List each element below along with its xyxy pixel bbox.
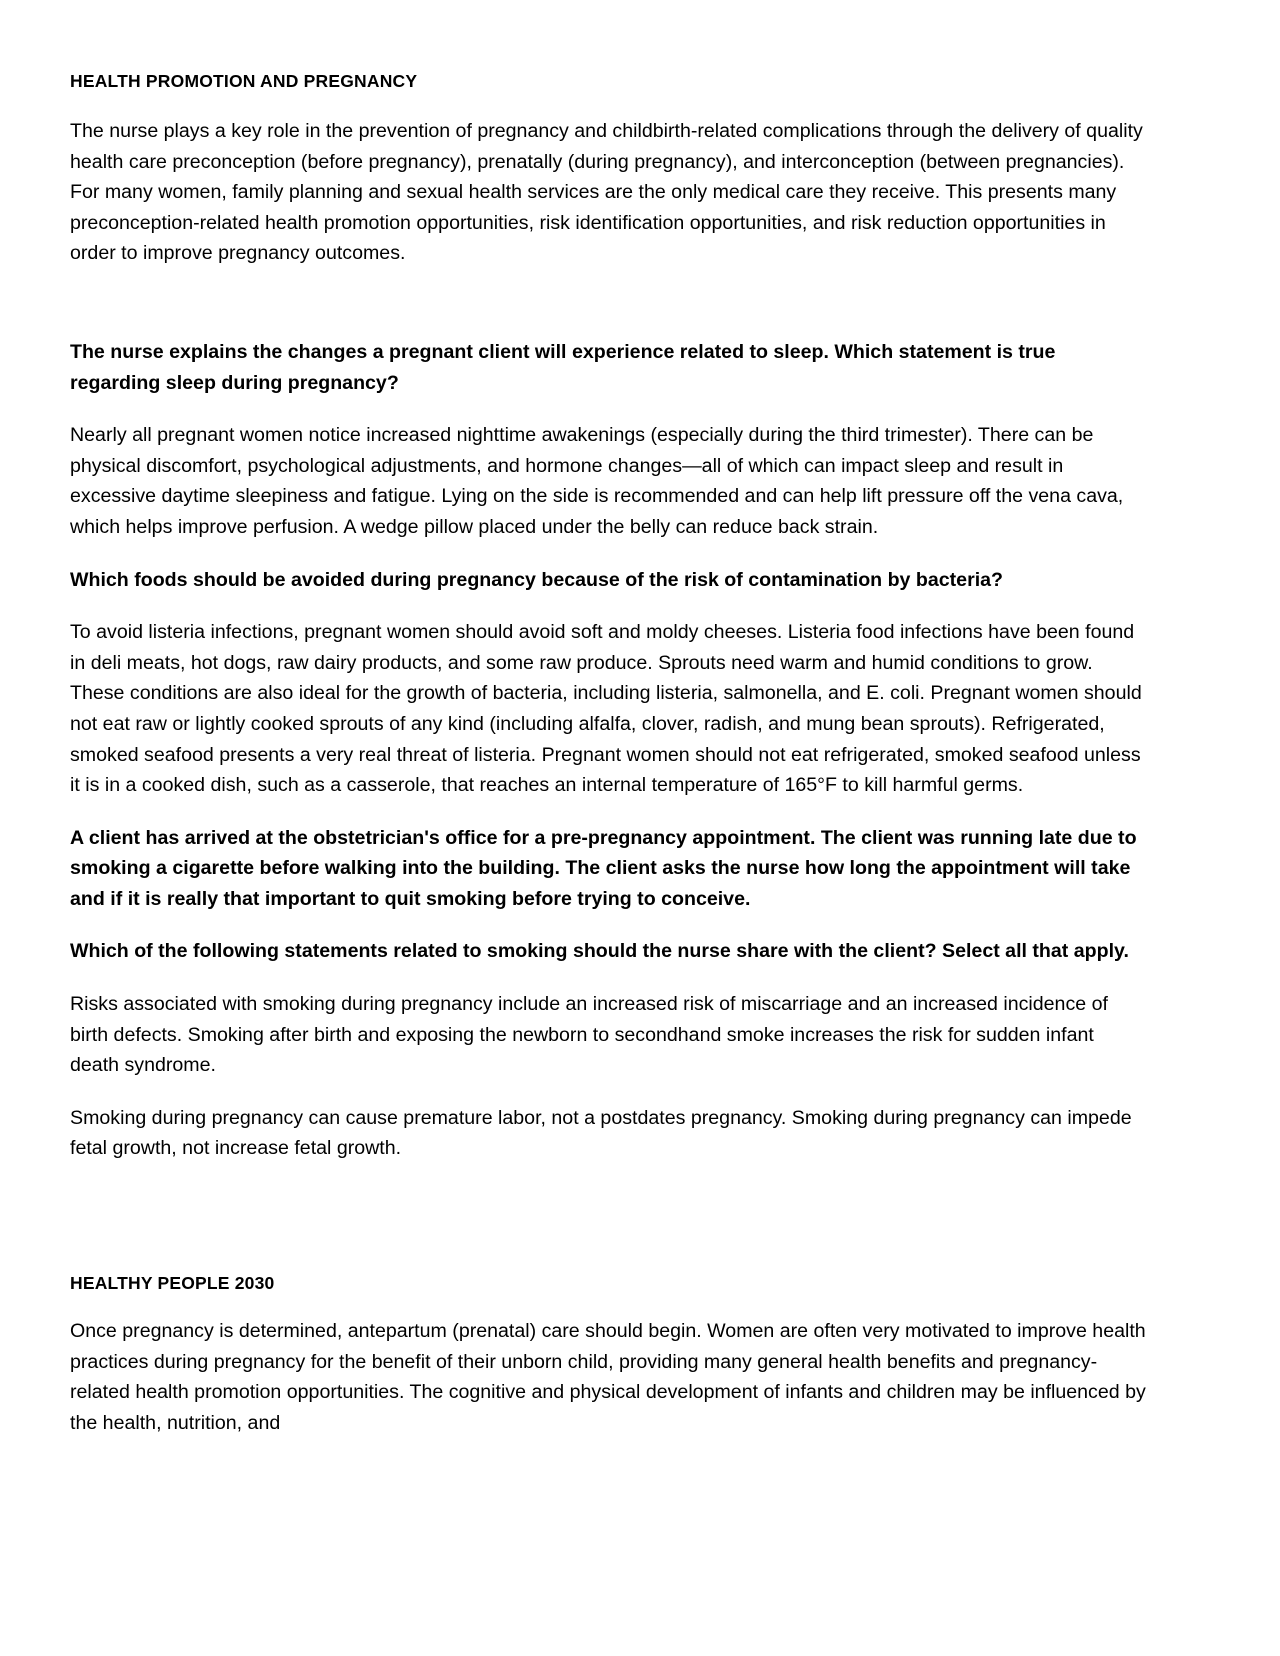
paragraph-listeria-rationale: To avoid listeria infections, pregnant women should avoid soft and moldy cheeses. Listeria food infections have been found in deli meats, hot dogs, raw dairy products, and some raw produce. Sprouts need warm and humid conditions to grow. These conditions are also ideal for the growth of bacteria, including listeria, salmonella, and E. coli. Pregnant women should not eat raw or lightly cooked sprouts of any kind (including alfalfa, clover, radish, and mung bean sprouts). Refrigerated, smoked seafood presents a very real threat of listeria. Pregnant women should not eat refrigerated, smoked seafood unless it is in a cooked dish, such as a casserole, that reaches an internal temperature of 165°F to kill harmful germs. bbox=[70, 621, 1142, 797]
paragraph-smoking-risks: Risks associated with smoking during pregnancy include an increased risk of miscarriage and an increased incidence of birth defects. Smoking after birth and exposing the newborn to secondhand smoke increases the risk for sudden infant death syndrome. bbox=[70, 993, 1108, 1077]
question-foods-to-avoid: Which foods should be avoided during pregnancy because of the risk of contamination by bacteria? bbox=[70, 568, 1004, 591]
paragraph-intro-nurse-role: The nurse plays a key role in the prevention of pregnancy and childbirth-related complications through the delivery of quality health care preconception (before pregnancy), prenatally (during pregnancy), and interconception (between pregnancies). For many women, family planning and sexual health services are the only medical care they receive. This presents many preconception-related health promotion opportunities, risk identification opportunities, and risk reduction opportunities in order to improve pregnancy outcomes. bbox=[70, 120, 1143, 265]
question-sleep-during-pregnancy: The nurse explains the changes a pregnant client will experience related to sleep. Which statement is true regarding sleep during pregnancy? bbox=[70, 340, 1056, 394]
document-body bbox=[70, 70, 1148, 1438]
section-heading-healthy-people-2030: HEALTHY PEOPLE 2030 bbox=[70, 1273, 275, 1294]
section-spacer-1 bbox=[70, 291, 1148, 337]
paragraph-smoking-premature-labor: Smoking during pregnancy can cause premature labor, not a postdates pregnancy. Smoking during pregnancy can impede fetal growth, not increase fetal growth. bbox=[70, 1106, 1132, 1160]
question-stem-smoking-scenario: A client has arrived at the obstetrician's office for a pre-pregnancy appointment. The client was running late due to smoking a cigarette before walking into the building. The client asks the nurse how long the appointment will take and if it is really that important to quit smoking before trying to conceive. bbox=[70, 826, 1137, 910]
question-smoking-select-all: Which of the following statements related to smoking should the nurse share with the client? Select all that apply. bbox=[70, 940, 1129, 963]
paragraph-antepartum-care: Once pregnancy is determined, antepartum (prenatal) care should begin. Women are often very motivated to improve health practices during pregnancy for the benefit of their unborn child, providing many general health benefits and pregnancy-related health promotion opportunities. The cognitive and physical development of infants and children may be influenced by the health, nutrition, and bbox=[70, 1320, 1146, 1434]
section-heading-health-promotion-and-pregnancy: HEALTH PROMOTION AND PREGNANCY bbox=[70, 71, 418, 91]
section-spacer-2 bbox=[70, 1186, 1148, 1272]
paragraph-sleep-rationale: Nearly all pregnant women notice increased nighttime awakenings (especially during the third trimester). There can be physical discomfort, psychological adjustments, and hormone changes—all of which can impact sleep and result in excessive daytime sleepiness and fatigue. Lying on the side is recommended and can help lift pressure off the vena cava, which helps improve perfusion. A wedge pillow placed under the belly can reduce back strain. bbox=[70, 424, 1124, 538]
